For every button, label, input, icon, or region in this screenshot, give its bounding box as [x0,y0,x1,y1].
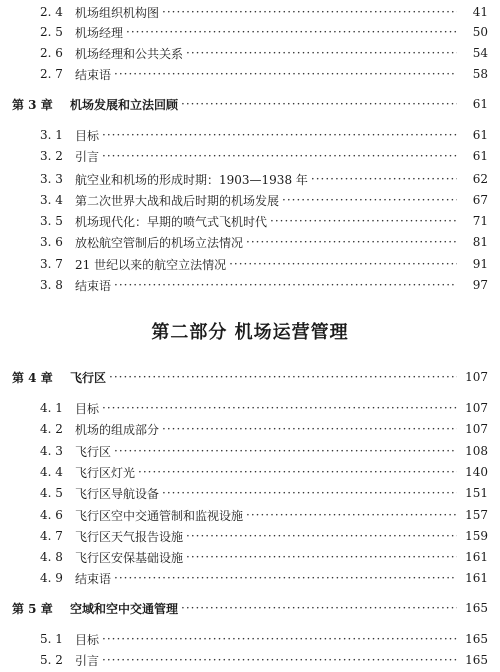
dot-leader [181,97,457,111]
dot-leader [162,486,457,500]
toc-section-entry [0,146,500,166]
toc-entry-number: 4. 4 [40,465,63,479]
toc-entry-title: 结束语 [75,67,112,82]
toc-entry-title: 机场的组成部分 [75,422,160,437]
toc-entry-page-number: 107 [465,370,488,384]
toc-section-entry [0,526,500,546]
toc-entry-title: 飞行区 [70,370,107,385]
toc-entry-title: 机场经理和公共关系 [75,46,184,61]
toc-entry-title-row [75,234,460,251]
toc-entry-title: 21 世纪以来的航空立法情况 [75,257,227,272]
toc-entry-title-row [75,127,460,144]
toc-entry-page-number: 107 [465,422,488,436]
dot-leader [114,67,457,81]
toc-section-entry [0,398,500,418]
dot-leader [282,193,457,207]
toc-chapter-entry [0,94,500,114]
toc-entry-number: 5. 2 [40,653,63,667]
toc-entry-title-row [70,369,460,386]
toc-section-entry [0,211,500,231]
toc-entry-title-row [75,443,460,460]
dot-leader [114,278,457,292]
toc-entry-title: 第二次世界大战和战后时期的机场发展 [75,193,280,208]
toc-entry-title-row [75,528,460,545]
toc-chapter-entry [0,598,500,618]
dot-leader [246,508,457,522]
toc-entry-title-row [75,400,460,417]
dot-leader [126,25,457,39]
dot-leader [229,257,457,271]
toc-entry-title-row [75,464,460,481]
toc-entry-number: 3. 7 [40,257,63,271]
toc-entry-title-row [75,570,460,587]
toc-entry-number: 2. 7 [40,67,63,81]
toc-section-entry [0,275,500,295]
dot-leader [270,214,457,228]
toc-entry-title: 飞行区天气报告设施 [75,529,184,544]
toc-entry-number: 4. 9 [40,571,63,585]
toc-entry-number: 4. 7 [40,529,63,543]
toc-entry-title: 机场现代化：早期的喷气式飞机时代 [75,214,268,229]
toc-section-entry [0,254,500,274]
toc-entry-page-number: 61 [472,97,488,111]
dot-leader [109,370,457,384]
toc-section-entry [0,169,500,189]
toc-entry-page-number: 61 [472,128,488,142]
toc-entry-title: 飞行区灯光 [75,465,136,480]
toc-entry-title-row [75,485,460,502]
toc-entry-title: 飞行区 [75,444,112,459]
toc-entry-number: 4. 1 [40,401,63,415]
toc-entry-title-row [75,507,460,524]
toc-entry-number: 3. 4 [40,193,63,207]
toc-section-entry [0,125,500,145]
dot-leader [102,401,457,415]
toc-entry-title: 机场组织机构图 [75,5,160,20]
toc-section-entry [0,232,500,252]
toc-entry-number: 4. 2 [40,422,63,436]
toc-entry-number: 4. 6 [40,508,63,522]
toc-entry-title-row [75,24,460,41]
toc-entry-page-number: 140 [465,465,488,479]
toc-entry-number: 4. 5 [40,486,63,500]
toc-section-entry [0,419,500,439]
toc-entry-title: 目标 [75,632,100,647]
dot-leader [181,601,457,615]
toc-entry-page-number: 161 [465,571,488,585]
toc-entry-page-number: 151 [465,486,488,500]
toc-entry-title: 机场发展和立法回顾 [70,97,179,112]
dot-leader [102,128,457,142]
toc-section-entry [0,547,500,567]
toc-entry-number: 3. 5 [40,214,63,228]
toc-entry-number: 第 5 章 [12,601,53,616]
toc-section-entry [0,650,500,670]
toc-section-entry [0,22,500,42]
toc-entry-number: 5. 1 [40,632,63,646]
toc-entry-title-row [75,256,460,273]
toc-entry-title-row [75,631,460,648]
toc-chapter-entry [0,367,500,387]
toc-entry-title: 结束语 [75,571,112,586]
toc-entry-title: 机场经理 [75,25,124,40]
toc-entry-page-number: 61 [472,149,488,163]
toc-entry-page-number: 67 [472,193,488,207]
toc-entry-title-row [75,421,460,438]
toc-section-entry [0,462,500,482]
toc-entry-page-number: 58 [472,67,488,81]
toc-section-entry [0,43,500,63]
toc-section-entry [0,629,500,649]
dot-leader [138,465,457,479]
toc-entry-title-row [75,66,460,83]
toc-entry-page-number: 41 [472,5,488,19]
dot-leader [114,571,457,585]
toc-entry-page-number: 161 [465,550,488,564]
toc-section-entry [0,483,500,503]
toc-entry-page-number: 108 [465,444,488,458]
toc-entry-page-number: 165 [465,601,488,615]
toc-entry-title: 目标 [75,401,100,416]
toc-entry-page-number: 97 [472,278,488,292]
toc-entry-number: 4. 8 [40,550,63,564]
toc-entry-page-number: 71 [472,214,488,228]
dot-leader [311,172,457,186]
toc-entry-number: 第 3 章 [12,97,53,112]
toc-entry-title-row [70,600,460,617]
toc-entry-page-number: 159 [465,529,488,543]
part-heading: 第二部分 机场运营管理 [151,322,349,343]
toc-entry-title: 飞行区安保基础设施 [75,550,184,565]
toc-entry-title: 航空业和机场的形成时期：1903—1938 年 [75,172,308,187]
toc-entry-page-number: 62 [472,172,488,186]
toc-entry-title-row [75,277,460,294]
toc-entry-number: 4. 3 [40,444,63,458]
toc-entry-number: 3. 2 [40,149,63,163]
toc-entry-page-number: 107 [465,401,488,415]
toc-entry-title-row [75,192,460,209]
dot-leader [162,5,457,19]
dot-leader [114,444,457,458]
toc-section-entry [0,190,500,210]
dot-leader [246,235,457,249]
toc-entry-page-number: 91 [472,257,488,271]
toc-entry-title-row [70,96,460,113]
toc-entry-title-row [75,4,460,21]
toc-entry-title: 目标 [75,128,100,143]
toc-entry-title: 放松航空管制后的机场立法情况 [75,235,244,250]
toc-entry-title: 飞行区导航设备 [75,486,160,501]
toc-section-entry [0,441,500,461]
toc-entry-title-row [75,213,460,230]
dot-leader [102,653,457,667]
dot-leader [102,149,457,163]
toc-entry-page-number: 81 [472,235,488,249]
toc-entry-page-number: 54 [472,46,488,60]
toc-entry-title: 结束语 [75,278,112,293]
toc-entry-page-number: 165 [465,632,488,646]
dot-leader [162,422,457,436]
dot-leader [186,46,457,60]
toc-entry-title-row [75,148,460,165]
toc-entry-page-number: 50 [472,25,488,39]
toc-entry-number: 3. 3 [40,172,63,186]
toc-entry-number: 2. 5 [40,25,63,39]
toc-section-entry [0,568,500,588]
toc-entry-title: 引言 [75,653,100,668]
dot-leader [186,550,457,564]
toc-entry-title: 引言 [75,149,100,164]
toc-entry-page-number: 157 [465,508,488,522]
toc-section-entry [0,2,500,22]
toc-entry-page-number: 165 [465,653,488,667]
toc-entry-title: 空域和空中交通管理 [70,601,179,616]
toc-entry-title-row [75,652,460,669]
toc-section-entry [0,505,500,525]
toc-entry-number: 2. 4 [40,5,63,19]
toc-entry-title-row [75,171,460,188]
dot-leader [102,632,457,646]
dot-leader [186,529,457,543]
toc-section-entry [0,64,500,84]
toc-entry-number: 第 4 章 [12,370,53,385]
toc-entry-number: 2. 6 [40,46,63,60]
toc-entry-title-row [75,45,460,62]
toc-entry-number: 3. 1 [40,128,63,142]
toc-entry-number: 3. 6 [40,235,63,249]
toc-entry-title: 飞行区空中交通管制和监视设施 [75,508,244,523]
toc-entry-title-row [75,549,460,566]
toc-entry-number: 3. 8 [40,278,63,292]
